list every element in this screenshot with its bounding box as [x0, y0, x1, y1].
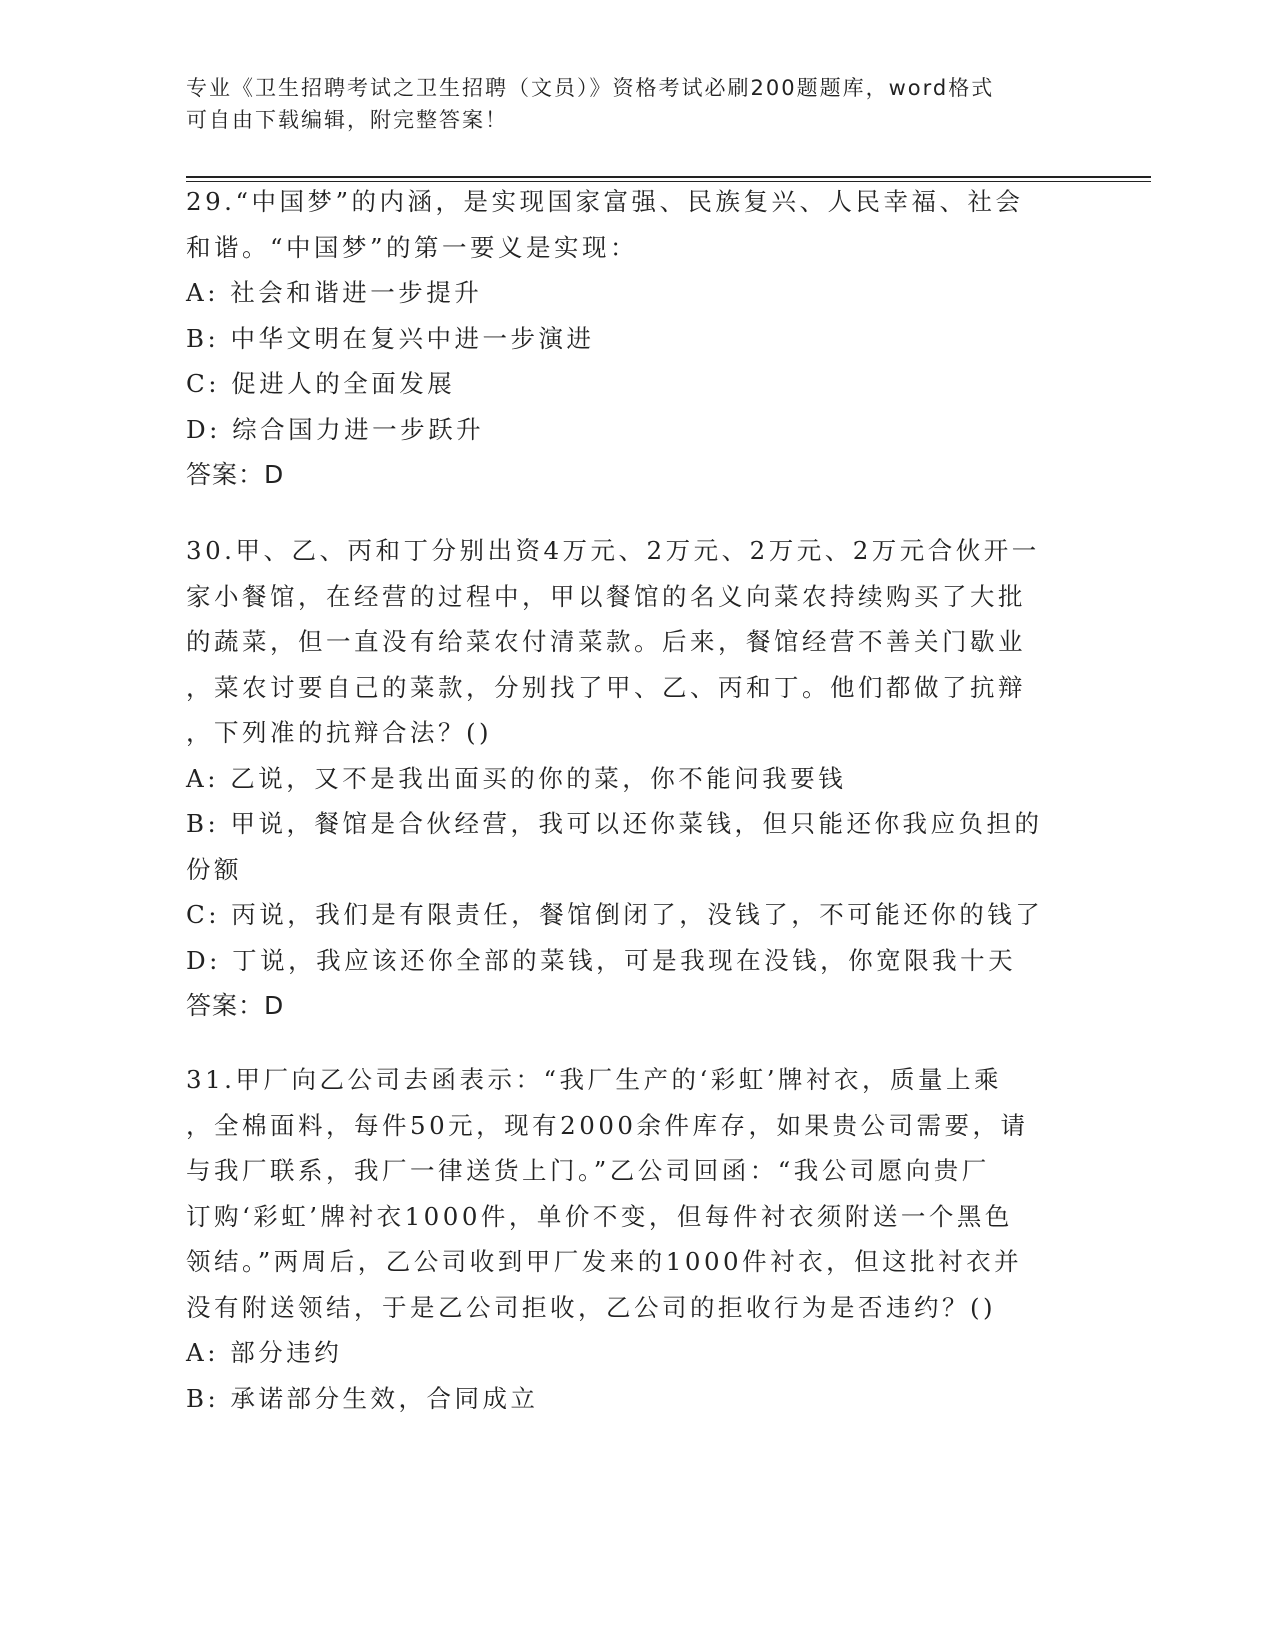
question-31: [186, 1057, 1086, 1421]
option-b: B: 甲说，餐馆是合伙经营，我可以还你菜钱，但只能还你我应负担的: [186, 809, 1043, 838]
question-29: [186, 179, 1086, 498]
option-d: D: 综合国力进一步跃升: [186, 414, 485, 444]
question-stem-line: ，下列准的抗辩合法？(): [186, 718, 493, 747]
option-b: B: 中华文明在复兴中进一步演进: [186, 323, 595, 353]
header-line-2: 可自由下载编辑，附完整答案！: [186, 108, 508, 132]
question-stem-line: ，全棉面料，每件50元，现有2000余件库存，如果贵公司需要，请: [186, 1110, 1029, 1140]
option-a: A: 部分违约: [186, 1338, 343, 1367]
question-stem-line: 29.“中国梦”的内涵，是实现国家富强、民族复兴、人民幸福、社会: [186, 187, 1024, 216]
question-30: [186, 528, 1086, 1029]
question-stem-line: 领结。”两周后，乙公司收到甲厂发来的1000件衬衣，但这批衬衣并: [186, 1247, 1023, 1276]
question-stem-line: 家小餐馆，在经营的过程中，甲以餐馆的名义向菜农持续购买了大批: [186, 581, 1026, 611]
option-b: B: 承诺部分生效，合同成立: [186, 1383, 539, 1413]
question-stem-line: 30.甲、乙、丙和丁分别出资4万元、2万元、2万元、2万元合伙开一: [186, 536, 1040, 565]
option-a: A: 社会和谐进一步提升: [186, 278, 483, 307]
answer-label: 答案：D: [186, 991, 285, 1020]
question-stem-line: 没有附送领结，于是乙公司拒收，乙公司的拒收行为是否违约？(): [186, 1292, 997, 1322]
option-d: D: 丁说，我应该还你全部的菜钱，可是我现在没钱，你宽限我十天: [186, 945, 1017, 975]
option-c: C: 丙说，我们是有限责任，餐馆倒闭了，没钱了，不可能还你的钱了: [186, 900, 1044, 929]
header-line-1: 专业《卫生招聘考试之卫生招聘（文员）》资格考试必刷200题题库，word格式: [186, 76, 995, 100]
question-stem-line: 的蔬菜，但一直没有给菜农付清菜款。后来，餐馆经营不善关门歇业: [186, 627, 1026, 656]
option-c: C: 促进人的全面发展: [186, 369, 456, 398]
answer-label: 答案：D: [186, 460, 285, 489]
question-stem-line: 订购‘彩虹’牌衬衣1000件，单价不变，但每件衬衣须附送一个黑色: [186, 1201, 1013, 1231]
document-header: [186, 72, 1106, 136]
option-a: A: 乙说，又不是我出面买的你的菜，你不能问我要钱: [186, 763, 847, 793]
question-stem-line: ，菜农讨要自己的菜款，分别找了甲、乙、丙和丁。他们都做了抗辩: [186, 672, 1026, 702]
question-stem-line: 与我厂联系，我厂一律送货上门。”乙公司回函：“我公司愿向贵厂: [186, 1156, 990, 1185]
option-b-continued: 份额: [186, 854, 242, 884]
question-stem-line: 和谐。“中国梦”的第一要义是实现：: [186, 232, 639, 262]
question-stem-line: 31.甲厂向乙公司去函表示：“我厂生产的‘彩虹’牌衬衣，质量上乘: [186, 1065, 1003, 1094]
header-divider-thick: [186, 176, 1151, 178]
